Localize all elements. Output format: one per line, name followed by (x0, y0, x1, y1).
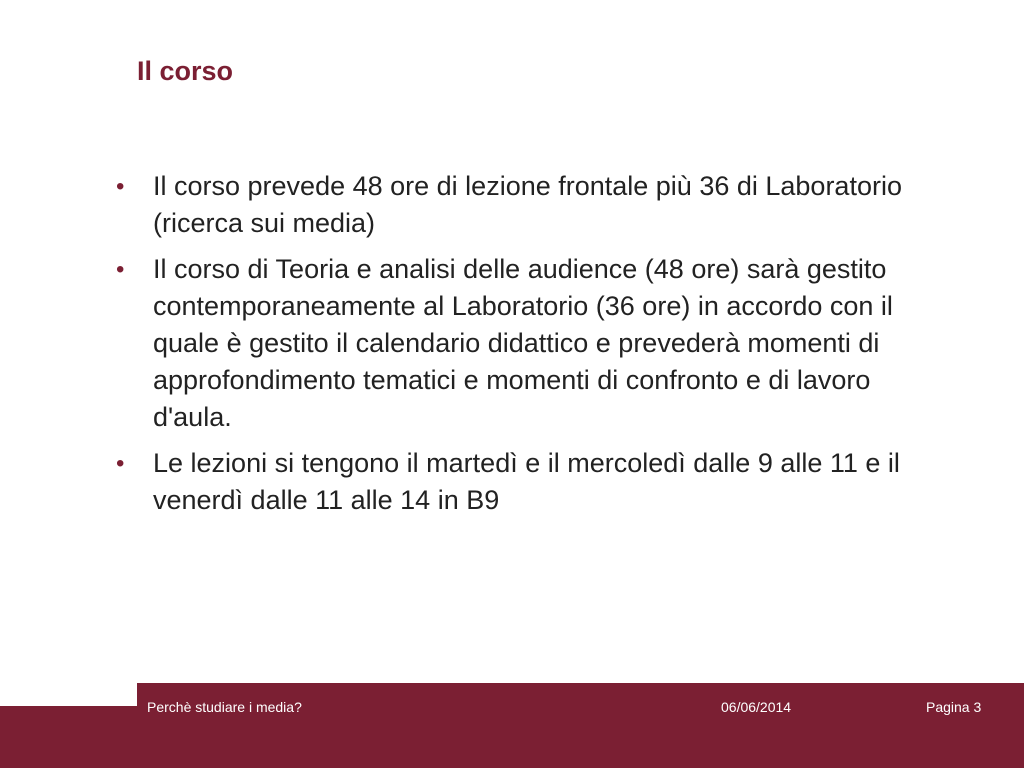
bullet-list (112, 168, 942, 528)
bullet-item (112, 445, 942, 519)
bullet-item (112, 251, 942, 436)
footer-date: 06/06/2014 (721, 699, 792, 715)
bullet-marker: • (116, 256, 125, 283)
footer-bar (137, 683, 1024, 768)
bullet-text: Il corso prevede 48 ore di lezione frontale più 36 di Laboratorio (ricerca sui media) (153, 171, 902, 238)
bullet-text: Il corso di Teoria e analisi delle audience (48 ore) sarà gestito contemporaneamente al Laboratorio (36 ore) in accordo con il quale è gestito il calendario didattico e prevederà momenti di approfondimento tematici e momenti di confronto e di lavoro d'aula. (153, 254, 893, 432)
slide-title: Il corso (137, 56, 234, 86)
bullet-item (112, 168, 942, 242)
footer-topic: Perchè studiare i media? (147, 699, 302, 715)
bullet-text: Le lezioni si tengono il martedì e il mercoledì dalle 9 alle 11 e il venerdì dalle 11 alle 14 in B9 (153, 448, 900, 515)
footer-left-band (0, 706, 137, 768)
footer-page-number: Pagina 3 (926, 699, 982, 715)
bullet-marker: • (116, 450, 125, 477)
bullet-marker: • (116, 173, 125, 200)
